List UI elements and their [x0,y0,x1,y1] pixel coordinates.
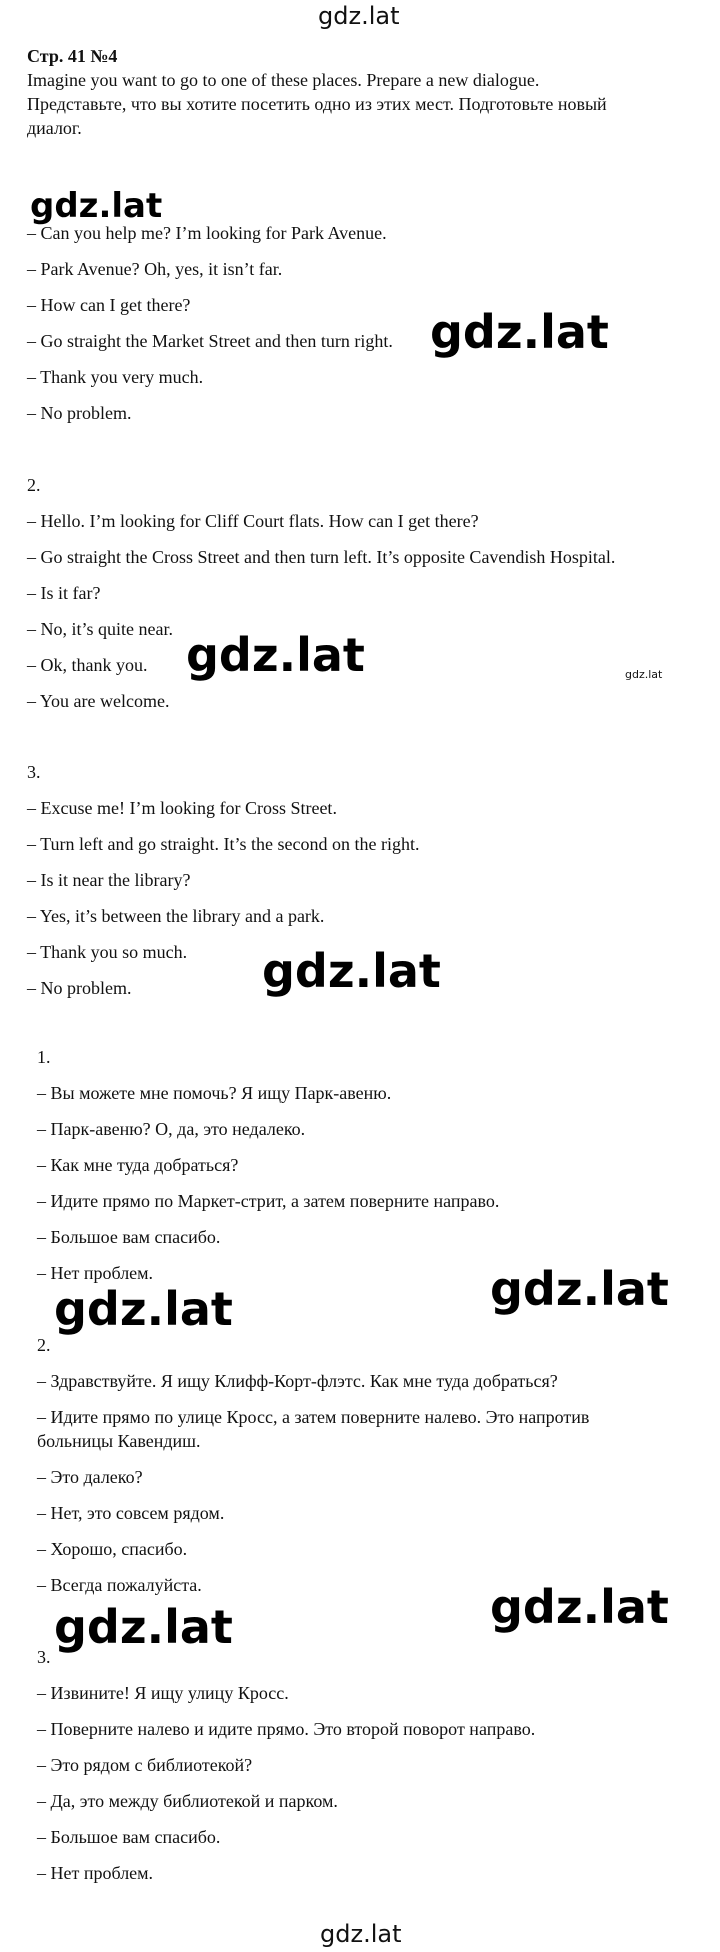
ru-d2-line-4: – Это далеко? [37,1467,143,1487]
en-d2-number: 2. [27,475,41,495]
ru-d3-number: 3. [37,1647,51,1667]
en-d3-number: 3. [27,762,41,782]
en-d3-line-1: – Excuse me! I’m looking for Cross Street. [27,798,337,818]
ru-d2-line-2: – Идите прямо по улице Кросс, а затем поверните налево. Это напротив [37,1407,590,1427]
en-d1-line-1: – Can you help me? I’m looking for Park Avenue. [27,223,387,243]
en-d1-line-6: – No problem. [27,403,132,423]
ru-d1-line-3: – Как мне туда добраться? [37,1155,239,1175]
ru-d3-line-1: – Извините! Я ищу улицу Кросс. [37,1683,289,1703]
watermark: gdz.lat [54,1282,233,1336]
ru-d3-line-2: – Поверните налево и идите прямо. Это второй поворот направо. [37,1719,536,1739]
en-d2-line-3: – Is it far? [27,583,101,603]
en-d1-line-5: – Thank you very much. [27,367,204,387]
en-d2-line-6: – You are welcome. [27,691,170,711]
site-header-logo[interactable]: gdz.lat [318,2,400,30]
ru-d1-line-1: – Вы можете мне помочь? Я ищу Парк-авеню. [37,1083,392,1103]
ru-d3-line-4: – Да, это между библиотекой и парком. [37,1791,338,1811]
ru-d2-line-6: – Хорошо, спасибо. [37,1539,188,1559]
en-d1-line-4: – Go straight the Market Street and then turn right. [27,331,393,351]
ru-d1-line-2: – Парк-авеню? О, да, это недалеко. [37,1119,306,1139]
task-russian-line-2: диалог. [27,118,82,138]
ru-d2-line-5: – Нет, это совсем рядом. [37,1503,225,1523]
task-english: Imagine you want to go to one of these places. Prepare a new dialogue. [27,70,540,90]
en-d2-line-4: – No, it’s quite near. [27,619,173,639]
task-header [27,44,687,140]
en-d1-line-3: – How can I get there? [27,295,191,315]
ru-d2-line-7: – Всегда пожалуйста. [37,1575,202,1595]
watermark: gdz.lat [490,1580,669,1634]
ru-d2-line-1: – Здравствуйте. Я ищу Клифф-Корт-флэтс. Как мне туда добраться? [37,1371,558,1391]
en-d3-line-2: – Turn left and go straight. It’s the second on the right. [27,834,420,854]
ru-d3-line-6: – Нет проблем. [37,1863,154,1883]
en-d3-line-6: – No problem. [27,978,132,998]
en-d3-line-3: – Is it near the library? [27,870,191,890]
site-footer-logo[interactable]: gdz.lat [320,1920,402,1948]
page-title: Стр. 41 №4 [27,46,118,66]
ru-d1-line-4: – Идите прямо по Маркет-стрит, а затем поверните направо. [37,1191,500,1211]
watermark-small: gdz.lat [625,668,663,681]
ru-d3-line-5: – Большое вам спасибо. [37,1827,221,1847]
en-d2-line-5: – Ok, thank you. [27,655,148,675]
ru-d3-line-3: – Это рядом с библиотекой? [37,1755,253,1775]
en-d3-line-4: – Yes, it’s between the library and a park. [27,906,325,926]
ru-d2-number: 2. [37,1335,51,1355]
task-russian-line-1: Представьте, что вы хотите посетить одно из этих мест. Подготовьте новый [27,94,607,114]
watermark: gdz.lat [30,186,163,226]
en-d2-line-2: – Go straight the Cross Street and then turn left. It’s opposite Cavendish Hospital. [27,547,616,567]
watermark: gdz.lat [262,944,441,998]
ru-d1-line-6: – Нет проблем. [37,1263,154,1283]
ru-d1-number: 1. [37,1047,51,1067]
en-d1-line-2: – Park Avenue? Oh, yes, it isn’t far. [27,259,283,279]
en-d3-line-5: – Thank you so much. [27,942,188,962]
watermark: gdz.lat [490,1262,669,1316]
watermark: gdz.lat [430,305,609,359]
watermark: gdz.lat [54,1600,233,1654]
ru-d1-line-5: – Большое вам спасибо. [37,1227,221,1247]
ru-d2-line-3: больницы Кавендиш. [37,1431,201,1451]
watermark: gdz.lat [186,628,365,682]
en-d2-line-1: – Hello. I’m looking for Cliff Court flats. How can I get there? [27,511,479,531]
